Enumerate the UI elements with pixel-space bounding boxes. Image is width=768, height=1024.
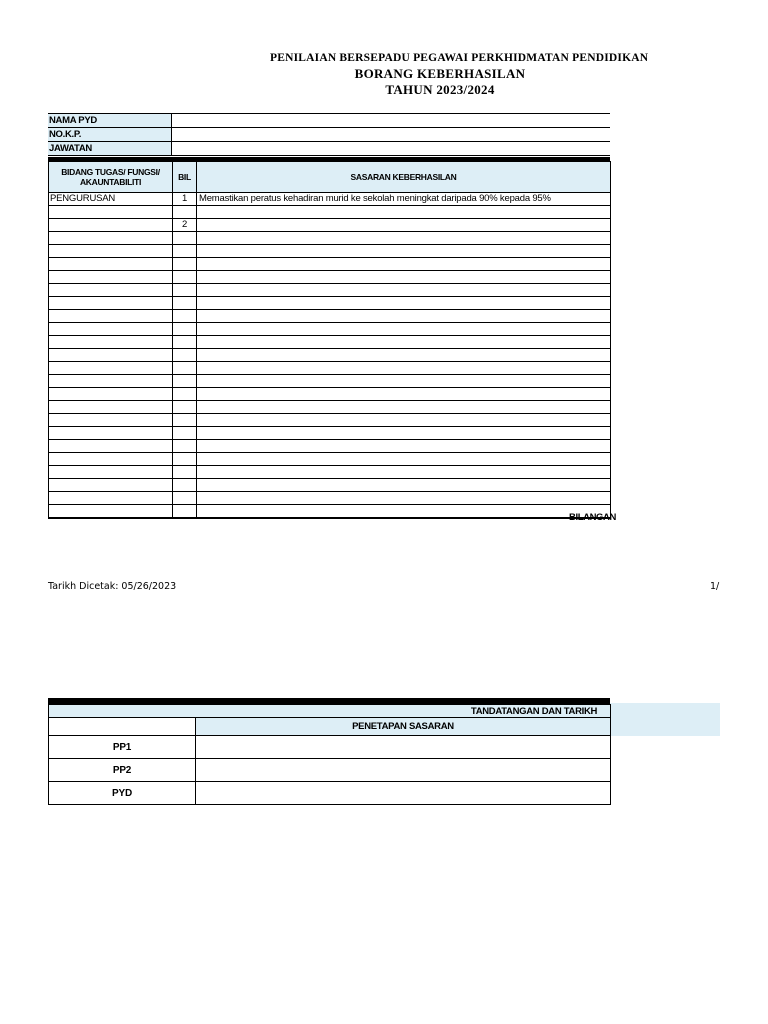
cell-bidang[interactable]: [49, 414, 173, 427]
cell-bidang[interactable]: [49, 388, 173, 401]
table-row: [49, 414, 611, 427]
table-row: [49, 466, 611, 479]
cell-bil[interactable]: [173, 245, 197, 258]
cell-sasaran[interactable]: Memastikan peratus kehadiran murid ke sekolah meningkat daripada 90% kepada 95%: [197, 193, 611, 206]
table-row: [49, 297, 611, 310]
signature-title: TANDATANGAN DAN TARIKH: [470, 705, 598, 717]
table-row: [49, 440, 611, 453]
table-row: [49, 284, 611, 297]
table-row: [49, 310, 611, 323]
cell-bidang[interactable]: [49, 336, 173, 349]
signature-header-fill: [610, 703, 720, 736]
cell-bil[interactable]: [173, 375, 197, 388]
cell-bidang[interactable]: [49, 323, 173, 336]
signature-field-pp2[interactable]: [196, 759, 611, 782]
cell-bidang[interactable]: [49, 505, 173, 519]
cell-bil[interactable]: [173, 284, 197, 297]
table-row: [49, 232, 611, 245]
cell-sasaran[interactable]: [197, 414, 611, 427]
cell-bidang[interactable]: [49, 466, 173, 479]
cell-bidang[interactable]: [49, 310, 173, 323]
signature-row-pyd: [49, 782, 611, 805]
page-number: 1/: [710, 581, 720, 592]
table-row: [49, 219, 611, 232]
cell-bil[interactable]: [173, 206, 197, 219]
cell-bidang[interactable]: [49, 297, 173, 310]
table-row: [49, 258, 611, 271]
table-row: [49, 193, 611, 206]
cell-sasaran[interactable]: [197, 466, 611, 479]
cell-bil[interactable]: 2: [173, 219, 197, 232]
cell-bidang[interactable]: [49, 245, 173, 258]
info-label-jawatan: JAWATAN: [48, 142, 172, 155]
cell-sasaran[interactable]: [197, 206, 611, 219]
cell-bidang[interactable]: [49, 492, 173, 505]
cell-bidang[interactable]: PENGURUSAN: [49, 193, 173, 206]
signature-row-pp1: [49, 736, 611, 759]
cell-sasaran[interactable]: [197, 258, 611, 271]
cell-sasaran[interactable]: [197, 401, 611, 414]
cell-bidang[interactable]: [49, 375, 173, 388]
cell-sasaran[interactable]: [197, 245, 611, 258]
cell-bidang[interactable]: [49, 219, 173, 232]
signature-title-row: [49, 705, 611, 718]
cell-bidang[interactable]: [49, 362, 173, 375]
cell-bil[interactable]: [173, 466, 197, 479]
header-bidang-tugas: BIDANG TUGAS/ FUNGSI/ AKAUNTABILITI: [49, 162, 173, 193]
cell-sasaran[interactable]: [197, 336, 611, 349]
header-bil: BIL: [173, 162, 197, 193]
cell-sasaran[interactable]: [197, 492, 611, 505]
cell-bidang[interactable]: [49, 284, 173, 297]
cell-sasaran[interactable]: [197, 271, 611, 284]
cell-bidang[interactable]: [49, 401, 173, 414]
table-row: [49, 336, 611, 349]
cell-bil[interactable]: [173, 492, 197, 505]
cell-bidang[interactable]: [49, 349, 173, 362]
cell-bil[interactable]: [173, 505, 197, 519]
cell-bidang[interactable]: [49, 271, 173, 284]
cell-bil[interactable]: [173, 310, 197, 323]
cell-sasaran[interactable]: [197, 310, 611, 323]
header-sasaran: SASARAN KEBERHASILAN: [197, 162, 611, 193]
cell-bil[interactable]: [173, 440, 197, 453]
signature-row-pp2: [49, 759, 611, 782]
table-row: [49, 427, 611, 440]
info-row-nama: [48, 113, 610, 128]
table-row: [49, 245, 611, 258]
bilangan-label: BILANGAN: [569, 512, 616, 523]
signature-subtitle-row: [49, 718, 611, 736]
form-heading-line1: PENILAIAN BERSEPADU PEGAWAI PERKHIDMATAN PENDIDIKAN: [270, 52, 649, 64]
cell-bidang[interactable]: [49, 440, 173, 453]
pyd-info-block: [48, 113, 610, 156]
table-row: [49, 271, 611, 284]
table-row: [49, 375, 611, 388]
cell-bil[interactable]: [173, 258, 197, 271]
table-row: [49, 323, 611, 336]
cell-sasaran[interactable]: [197, 349, 611, 362]
cell-sasaran[interactable]: [197, 375, 611, 388]
cell-bil[interactable]: [173, 479, 197, 492]
cell-bil[interactable]: [173, 362, 197, 375]
cell-bidang[interactable]: [49, 258, 173, 271]
cell-bil[interactable]: [173, 427, 197, 440]
cell-sasaran[interactable]: [197, 362, 611, 375]
print-date: Tarikh Dicetak: 05/26/2023: [48, 581, 177, 592]
cell-sasaran[interactable]: [197, 453, 611, 466]
cell-sasaran[interactable]: [197, 388, 611, 401]
cell-sasaran[interactable]: [197, 323, 611, 336]
table-row: [49, 362, 611, 375]
cell-bil[interactable]: [173, 232, 197, 245]
signature-field-pp1[interactable]: [196, 736, 611, 759]
info-row-jawatan: [48, 142, 610, 156]
cell-bil[interactable]: [173, 414, 197, 427]
info-row-nokp: [48, 128, 610, 142]
cell-sasaran[interactable]: [197, 284, 611, 297]
cell-bil[interactable]: [173, 271, 197, 284]
cell-bidang[interactable]: [49, 232, 173, 245]
cell-bil[interactable]: [173, 336, 197, 349]
cell-sasaran[interactable]: [197, 479, 611, 492]
table-row: [49, 492, 611, 505]
signature-label-pp1: PP1: [49, 736, 196, 759]
cell-bil[interactable]: [173, 323, 197, 336]
info-label-nokp: NO.K.P.: [48, 128, 172, 141]
cell-sasaran[interactable]: [197, 440, 611, 453]
table-row: [49, 401, 611, 414]
cell-sasaran[interactable]: [197, 297, 611, 310]
form-title: BORANG KEBERHASILAN: [354, 66, 526, 81]
table-row: [49, 453, 611, 466]
cell-bidang[interactable]: [49, 206, 173, 219]
cell-sasaran[interactable]: [197, 505, 611, 519]
cell-bidang[interactable]: [49, 427, 173, 440]
signature-subtitle: PENETAPAN SASARAN: [196, 718, 611, 736]
signature-field-pyd[interactable]: [196, 782, 611, 805]
cell-bidang[interactable]: [49, 479, 173, 492]
table-header-row: [49, 162, 611, 193]
cell-bil[interactable]: 1: [173, 193, 197, 206]
signature-table: [48, 704, 611, 805]
table-body: [49, 193, 611, 519]
form-year: TAHUN 2023/2024: [385, 82, 495, 97]
signature-label-pp2: PP2: [49, 759, 196, 782]
signature-label-pyd: PYD: [49, 782, 196, 805]
cell-sasaran[interactable]: [197, 219, 611, 232]
cell-bidang[interactable]: [49, 453, 173, 466]
cell-bil[interactable]: [173, 388, 197, 401]
info-label-nama: NAMA PYD: [48, 114, 172, 127]
sasaran-table: [48, 161, 611, 519]
table-row: [49, 505, 611, 519]
cell-bil[interactable]: [173, 297, 197, 310]
table-row: [49, 349, 611, 362]
cell-bil[interactable]: [173, 401, 197, 414]
table-row: [49, 479, 611, 492]
cell-bil[interactable]: [173, 349, 197, 362]
cell-sasaran[interactable]: [197, 232, 611, 245]
cell-bil[interactable]: [173, 453, 197, 466]
table-row: [49, 388, 611, 401]
cell-sasaran[interactable]: [197, 427, 611, 440]
table-row: [49, 206, 611, 219]
